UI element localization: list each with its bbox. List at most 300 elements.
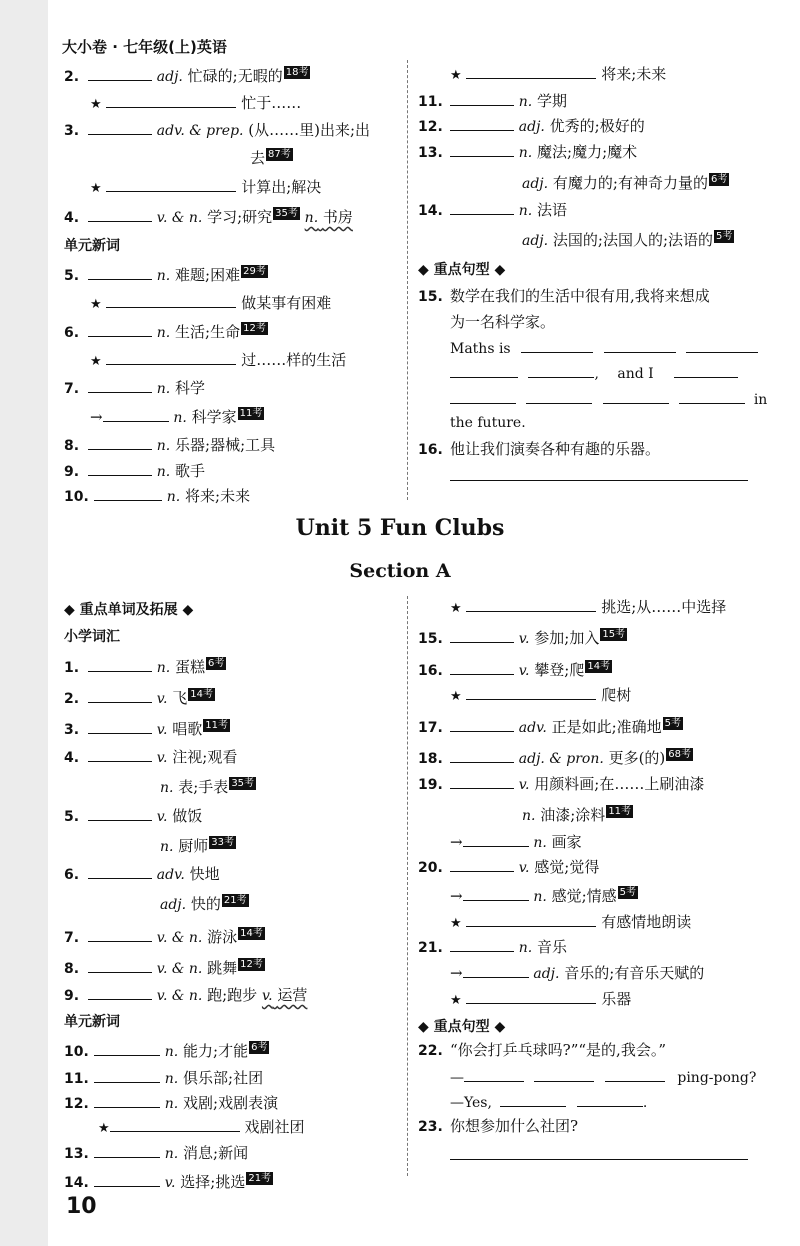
item-number: 12. — [64, 1096, 89, 1112]
answer-blank[interactable] — [450, 857, 514, 872]
definition: (从……里)出来;出 — [248, 121, 371, 139]
exam-frequency-badge: 6考 — [251, 1042, 268, 1053]
answer-blank[interactable] — [450, 628, 514, 643]
exam-frequency-badge: 14考 — [240, 928, 263, 939]
star-icon: ★ — [450, 689, 462, 704]
item-number: 10. — [64, 1044, 89, 1060]
definition: 做某事有困难 — [241, 294, 332, 312]
answer-blank[interactable] — [88, 322, 152, 337]
item-number: 16. — [418, 442, 443, 458]
item-number: 3. — [64, 722, 80, 738]
definition: 难题;困难 — [175, 266, 241, 284]
answer-blank[interactable] — [450, 142, 514, 157]
definition: 厨师 — [178, 837, 209, 855]
exam-frequency-badge: 21考 — [248, 1173, 272, 1184]
answer-blank[interactable] — [466, 912, 596, 927]
item-number: 9. — [64, 988, 80, 1004]
definition-continued — [160, 836, 236, 857]
definition: 有魔力的;有神奇力量的 — [552, 174, 708, 192]
part-of-speech: v. — [518, 631, 530, 647]
answer-blank[interactable] — [577, 1092, 643, 1107]
part-of-speech: adv. & prep. — [156, 123, 244, 139]
section-title: Section A — [349, 560, 451, 582]
answer-blank[interactable] — [94, 1172, 160, 1187]
definition: 法国的;法国人的;法语的 — [552, 231, 713, 249]
item-number: 5. — [64, 809, 80, 825]
answer-blank[interactable] — [450, 116, 514, 131]
part-of-speech: n. — [164, 1071, 179, 1087]
part-of-speech: adj. — [522, 176, 549, 192]
translation-question — [418, 1040, 666, 1061]
definition-continued — [522, 230, 734, 251]
answer-blank[interactable] — [94, 1143, 160, 1158]
item-number: 4. — [64, 750, 80, 766]
answer-blank[interactable] — [521, 338, 593, 353]
definition: 科学家 — [191, 408, 237, 426]
vocab-item — [64, 688, 215, 709]
answer-blank[interactable] — [450, 466, 748, 481]
vocab-item — [418, 116, 645, 137]
vocab-item — [64, 207, 353, 228]
answer-blank[interactable] — [686, 338, 758, 353]
phrase-item — [450, 989, 631, 1011]
exam-frequency-badge: 6考 — [208, 658, 225, 669]
item-number: 18. — [418, 751, 443, 767]
item-number: 13. — [64, 1146, 89, 1162]
part-of-speech: v. — [518, 860, 530, 876]
exam-frequency-badge: 87考 — [268, 149, 291, 160]
section-heading: ◆ 重点单词及拓展 ◆ — [64, 602, 194, 618]
item-number: 23. — [418, 1119, 443, 1135]
answer-blank[interactable] — [88, 864, 152, 879]
item-number: 13. — [418, 145, 443, 161]
answer-blank[interactable] — [450, 937, 514, 952]
answer-blank[interactable] — [450, 748, 514, 763]
vocab-item — [64, 1093, 278, 1114]
answer-blank[interactable] — [466, 64, 596, 79]
vocab-item — [64, 265, 268, 286]
star-icon: ★ — [90, 354, 102, 369]
definition-continued — [522, 173, 729, 194]
part-of-speech: n. — [164, 1044, 179, 1060]
page-number: 10 — [66, 1194, 97, 1219]
item-number: 7. — [64, 930, 80, 946]
answer-blank[interactable] — [500, 1092, 566, 1107]
answer-blank[interactable] — [106, 293, 236, 308]
answer-blank[interactable] — [88, 66, 152, 81]
item-number: 15. — [418, 631, 443, 647]
definition: 音乐 — [537, 938, 568, 956]
phrase-item — [450, 597, 726, 619]
item-number: 3. — [64, 123, 80, 139]
answer-blank[interactable] — [88, 378, 152, 393]
unit-title: Unit 5 Fun Clubs — [295, 515, 505, 541]
vocab-item — [64, 1041, 269, 1062]
definition: 做饭 — [172, 807, 203, 825]
vocab-item — [64, 747, 237, 768]
answer-blank[interactable] — [603, 389, 669, 404]
answer-blank[interactable] — [450, 200, 514, 215]
part-of-speech: n. — [533, 835, 547, 851]
vocab-item — [64, 378, 205, 399]
answer-line — [450, 1145, 748, 1165]
question-text: 数学在我们的生活中很有用,我将来想成 — [450, 287, 710, 305]
star-icon: ★ — [450, 916, 462, 931]
exam-frequency-badge: 14考 — [190, 689, 214, 700]
derived-word-item — [450, 886, 638, 907]
item-number: 7. — [64, 381, 80, 397]
answer-blank[interactable] — [463, 963, 529, 978]
translation-line: — ping-pong? — [450, 1067, 756, 1088]
column-divider — [407, 60, 408, 500]
item-number: 15. — [418, 289, 443, 305]
item-number: 14. — [64, 1175, 89, 1191]
answer-blank[interactable] — [464, 1067, 524, 1082]
star-icon: ★ — [98, 1121, 110, 1136]
item-number: 20. — [418, 860, 443, 876]
part-of-speech: n. — [156, 381, 171, 397]
answer-blank[interactable] — [88, 461, 152, 476]
vocab-item — [418, 142, 637, 163]
translation-question — [418, 286, 710, 307]
definition: 俱乐部;社团 — [183, 1069, 264, 1087]
definition: 能力;才能 — [183, 1042, 249, 1060]
vocab-item — [418, 774, 704, 795]
part-of-speech: v. — [156, 691, 168, 707]
definition: 跑;跑步 — [207, 986, 258, 1004]
item-number: 6. — [64, 325, 80, 341]
derived-word-item — [450, 963, 704, 984]
section-heading: 小学词汇 — [64, 629, 120, 645]
definition-continued — [522, 805, 633, 826]
vocab-item — [64, 864, 220, 885]
section-heading: 单元新词 — [64, 1014, 120, 1030]
vocab-item — [64, 719, 230, 740]
exam-frequency-badge: 14考 — [587, 661, 611, 672]
part-of-speech: n. — [173, 410, 187, 426]
definition: 感觉;情感 — [551, 887, 617, 905]
definition: 戏剧社团 — [244, 1118, 305, 1136]
part-of-speech: n. — [160, 839, 174, 855]
answer-blank[interactable] — [450, 1145, 748, 1160]
phrase-item — [90, 350, 346, 372]
item-number: 1. — [64, 660, 80, 676]
answer-blank[interactable] — [526, 389, 592, 404]
definition-continued — [250, 148, 293, 168]
part-of-speech: adv. — [156, 867, 185, 883]
answer-blank[interactable] — [103, 407, 169, 422]
exam-frequency-badge: 5考 — [619, 887, 637, 898]
vocab-item — [64, 1143, 248, 1164]
answer-blank[interactable] — [106, 350, 236, 365]
definition: 蛋糕 — [175, 658, 206, 676]
part-of-speech: v. — [156, 722, 168, 738]
definition: 表;手表 — [178, 778, 229, 796]
vocab-item — [64, 1172, 273, 1193]
exam-frequency-badge: 5考 — [664, 718, 682, 729]
answer-blank[interactable] — [88, 265, 152, 280]
answer-blank[interactable] — [106, 177, 236, 192]
part-of-speech: n. — [160, 780, 174, 796]
part-of-speech: n. — [518, 940, 533, 956]
answer-blank[interactable] — [88, 747, 152, 762]
definition: 科学 — [175, 379, 206, 397]
section-heading: 单元新词 — [64, 238, 120, 254]
translation-line: —Yes, . — [450, 1092, 647, 1113]
definition: 学期 — [537, 92, 568, 110]
definition: 更多(的) — [608, 749, 666, 767]
definition: 有感情地朗读 — [601, 913, 692, 931]
exam-frequency-badge: 12考 — [240, 959, 263, 970]
answer-blank[interactable] — [88, 120, 152, 135]
answer-blank[interactable] — [450, 774, 514, 789]
definition: 用颜料画;在……上刷油漆 — [534, 775, 705, 793]
part-of-speech: n. — [156, 268, 171, 284]
vocab-item — [418, 200, 567, 221]
vocab-item — [64, 927, 265, 948]
page-header: 大小卷 · 七年级(上)英语 — [62, 38, 227, 56]
definition: 挑选;从……中选择 — [601, 598, 727, 616]
diamond-icon: ◆ — [494, 1019, 506, 1035]
part-of-speech: adj. — [522, 233, 549, 249]
part-of-speech: v. — [156, 750, 168, 766]
definition: 快地 — [189, 865, 220, 883]
part-of-speech: n. — [518, 94, 533, 110]
definition: 攀登;爬 — [534, 661, 585, 679]
phrase-item — [90, 177, 321, 199]
phrase-item — [450, 912, 691, 934]
answer-blank[interactable] — [534, 1067, 594, 1082]
derived-word-item — [90, 407, 264, 428]
part-of-speech: n. — [156, 325, 171, 341]
definition: 爬树 — [601, 686, 632, 704]
answer-blank[interactable] — [88, 435, 152, 450]
answer-blank[interactable] — [605, 1067, 665, 1082]
answer-blank[interactable] — [450, 363, 518, 378]
part-of-speech: adj. — [156, 69, 183, 85]
part-of-speech: n. — [522, 808, 536, 824]
star-icon: ★ — [450, 993, 462, 1008]
column-divider — [407, 596, 408, 1176]
answer-blank[interactable] — [94, 1093, 160, 1108]
part-of-speech: n. — [156, 438, 171, 454]
exam-frequency-badge: 11考 — [205, 720, 229, 731]
phrase-item — [450, 64, 666, 86]
answer-blank[interactable] — [88, 806, 152, 821]
definition-continued — [160, 777, 256, 798]
answer-blank[interactable] — [450, 717, 514, 732]
answer-blank[interactable] — [88, 927, 152, 942]
definition: 油漆;涂料 — [540, 806, 606, 824]
definition: 快的 — [190, 895, 221, 913]
answer-blank[interactable] — [106, 93, 236, 108]
exam-frequency-badge: 6考 — [710, 174, 728, 185]
vocab-item — [418, 91, 567, 112]
exam-frequency-badge: 35考 — [275, 208, 298, 219]
answer-blank[interactable] — [88, 958, 152, 973]
answer-blank[interactable] — [88, 657, 152, 672]
part-of-speech: adj. & pron. — [518, 751, 604, 767]
part-of-speech: n. — [518, 145, 533, 161]
part-of-speech: adj. — [533, 966, 560, 982]
translation-line: Maths is — [450, 338, 758, 359]
definition: 飞 — [172, 689, 188, 707]
vocab-item — [64, 322, 268, 343]
vocab-item — [418, 660, 612, 681]
definition: 乐器 — [601, 990, 632, 1008]
item-number: 22. — [418, 1043, 443, 1059]
translation-question — [418, 439, 660, 460]
definition: 乐器;器械;工具 — [175, 436, 276, 454]
part-of-speech: n. — [166, 489, 181, 505]
answer-blank[interactable] — [466, 597, 596, 612]
exam-frequency-badge: 15考 — [602, 629, 626, 640]
arrow-icon: → — [90, 408, 103, 426]
item-number: 21. — [418, 940, 443, 956]
definition: 跳舞 — [207, 959, 238, 977]
phrase-item — [90, 293, 331, 315]
exam-frequency-badge: 18考 — [285, 67, 309, 78]
definition: 计算出;解决 — [241, 178, 322, 196]
vocab-item — [64, 461, 205, 482]
exam-frequency-badge: 68考 — [668, 749, 692, 760]
answer-blank[interactable] — [466, 989, 596, 1004]
item-number: 6. — [64, 867, 80, 883]
answer-blank[interactable] — [94, 1041, 160, 1056]
answer-blank[interactable] — [450, 389, 516, 404]
answer-blank[interactable] — [94, 486, 162, 501]
definition: 魔法;魔力;魔术 — [537, 143, 638, 161]
part-of-speech: n. — [533, 889, 547, 905]
answer-line — [450, 466, 748, 486]
item-number: 19. — [418, 777, 443, 793]
definition: 法语 — [537, 201, 568, 219]
vocab-item — [418, 937, 567, 958]
question-text: 你想参加什么社团? — [450, 1117, 579, 1135]
item-number: 14. — [418, 203, 443, 219]
part-of-speech: v. — [518, 663, 530, 679]
translation-question — [418, 1116, 578, 1137]
definition: 游泳 — [207, 928, 238, 946]
answer-blank[interactable] — [604, 338, 676, 353]
part-of-speech: v. — [156, 809, 168, 825]
phrase-item — [98, 1117, 304, 1139]
definition: 参加;加入 — [534, 629, 600, 647]
exam-frequency-badge: 12考 — [243, 323, 266, 334]
star-icon: ★ — [90, 97, 102, 112]
part-of-speech: v. & n. — [156, 930, 203, 946]
answer-blank[interactable] — [88, 985, 152, 1000]
answer-blank[interactable] — [94, 1068, 160, 1083]
item-number: 5. — [64, 268, 80, 284]
definition: 唱歌 — [172, 720, 203, 738]
arrow-icon: → — [450, 833, 463, 851]
definition: 过……样的生活 — [241, 351, 347, 369]
vocab-item — [64, 66, 310, 87]
part-of-speech: v. & n. — [156, 210, 203, 226]
answer-blank[interactable] — [463, 832, 529, 847]
part-of-speech: n. — [156, 660, 171, 676]
item-number: 9. — [64, 464, 80, 480]
answer-blank[interactable] — [88, 719, 152, 734]
item-number: 2. — [64, 69, 80, 85]
item-number: 10. — [64, 489, 89, 505]
vocab-item — [64, 657, 226, 678]
vocab-item — [418, 717, 683, 738]
part-of-speech: n. — [156, 464, 171, 480]
item-number: 11. — [418, 94, 443, 110]
answer-blank[interactable] — [110, 1117, 240, 1132]
arrow-icon: → — [450, 964, 463, 982]
diamond-icon: ◆ — [64, 602, 75, 618]
translation-line: the future. — [450, 415, 526, 431]
vocab-item — [64, 120, 370, 141]
item-number: 8. — [64, 438, 80, 454]
part-of-speech: v. & n. — [156, 988, 203, 1004]
section-heading: ◆ 重点句型 ◆ — [418, 262, 506, 278]
exam-frequency-badge: 5考 — [716, 231, 733, 242]
answer-blank[interactable] — [88, 688, 152, 703]
part-of-speech: adj. — [518, 119, 545, 135]
answer-blank[interactable] — [674, 363, 738, 378]
answer-blank[interactable] — [466, 685, 596, 700]
definition: 戏剧;戏剧表演 — [183, 1094, 279, 1112]
translation-line: in — [450, 389, 767, 410]
part-of-speech: n. — [164, 1146, 179, 1162]
item-number: 12. — [418, 119, 443, 135]
item-number: 17. — [418, 720, 443, 736]
phrase-item — [90, 93, 301, 115]
vocab-item — [418, 857, 599, 878]
definition: 忙于…… — [241, 94, 302, 112]
arrow-icon: → — [450, 887, 463, 905]
answer-blank[interactable] — [88, 207, 152, 222]
answer-blank[interactable] — [463, 886, 529, 901]
part-of-speech: n. — [164, 1096, 179, 1112]
answer-blank[interactable] — [450, 91, 514, 106]
item-number: 16. — [418, 663, 443, 679]
exam-frequency-badge: 35考 — [231, 778, 255, 789]
definition: 忙碌的;无暇的 — [187, 67, 283, 85]
definition: 歌手 — [175, 462, 206, 480]
answer-blank[interactable] — [528, 363, 594, 378]
part-of-speech: adv. — [518, 720, 547, 736]
definition: 注视;观看 — [172, 748, 238, 766]
star-icon: ★ — [450, 601, 462, 616]
definition: 优秀的;极好的 — [549, 117, 645, 135]
exam-frequency-badge: 11考 — [608, 806, 632, 817]
star-icon: ★ — [90, 181, 102, 196]
part-of-speech: v. — [518, 777, 530, 793]
answer-blank[interactable] — [679, 389, 745, 404]
question-text: “你会打乒乓球吗?”“是的,我会。” — [450, 1041, 666, 1059]
vocab-item — [418, 748, 693, 769]
item-number: 11. — [64, 1071, 89, 1087]
item-number: 2. — [64, 691, 80, 707]
answer-blank[interactable] — [450, 660, 514, 675]
definition: 将来;未来 — [185, 487, 251, 505]
translation-line: , and I — [450, 363, 738, 384]
vocab-item — [64, 958, 265, 979]
definition: 学习;研究 — [207, 208, 273, 226]
definition: 生活;生命 — [175, 323, 241, 341]
section-heading: ◆ 重点句型 ◆ — [418, 1019, 506, 1035]
extra-meaning: n. 书房 — [304, 208, 353, 226]
part-of-speech: adj. — [160, 897, 187, 913]
diamond-icon: ◆ — [418, 1019, 429, 1035]
exam-frequency-badge: 11考 — [239, 408, 263, 419]
vocab-item — [418, 628, 627, 649]
